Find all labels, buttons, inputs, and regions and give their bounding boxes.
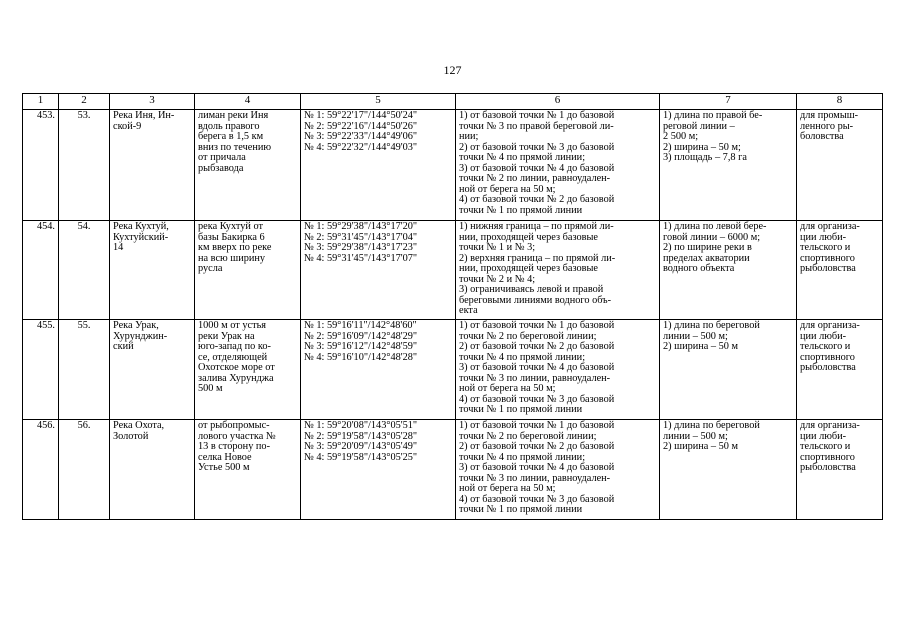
area-purpose: для организа- ции люби- тельского и спортивного рыболовства [797, 320, 883, 420]
page-number: 127 [443, 63, 462, 77]
row-number: 456. [23, 420, 59, 520]
area-purpose: для организа- ции люби- тельского и спортивного рыболовства [797, 221, 883, 320]
column-header: 3 [110, 94, 195, 110]
area-name: Река Охота, Золотой [110, 420, 195, 520]
area-location: река Кухтуй от базы Бакирка 6 км вверх по реке на всю ширину русла [195, 221, 301, 320]
table-row [23, 420, 883, 520]
area-coordinates: № 1: 59°20'08"/143°05'51" № 2: 59°19'58"/143°05'28" № 3: 59°20'09"/143°05'49" № 4: 59°19'58"/143°05'25" [301, 420, 456, 520]
row-subnumber: 55. [59, 320, 110, 420]
column-header: 8 [797, 94, 883, 110]
area-purpose: для промыш- ленного ры- боловства [797, 110, 883, 221]
area-boundaries: 1) от базовой точки № 1 до базовой точки № 3 по правой береговой ли- нии; 2) от базовой точки № 3 до базовой точки № 4 по прямой линии; 3) от базовой точки № 4 до базовой точки № 2 по линии, равноудален- ной от берега на 50 м; 4) от базовой точки № 2 до базовой точки № 1 по прямой линии [456, 110, 660, 221]
area-coordinates: № 1: 59°22'17"/144°50'24" № 2: 59°22'16"/144°50'26" № 3: 59°22'33"/144°49'06" № 4: 59°22'32"/144°49'03" [301, 110, 456, 221]
area-coordinates: № 1: 59°16'11"/142°48'60" № 2: 59°16'09"/142°48'29" № 3: 59°16'12"/142°48'59" № 4: 59°16'10"/142°48'28" [301, 320, 456, 420]
fishing-areas-table [22, 93, 883, 520]
table-row [23, 320, 883, 420]
table-header-row [23, 94, 883, 110]
row-number: 455. [23, 320, 59, 420]
area-purpose: для организа- ции люби- тельского и спортивного рыболовства [797, 420, 883, 520]
area-dimensions: 1) длина по правой бе- реговой линии – 2 500 м; 2) ширина – 50 м; 3) площадь – 7,8 га [660, 110, 797, 221]
row-subnumber: 56. [59, 420, 110, 520]
row-subnumber: 53. [59, 110, 110, 221]
row-number: 454. [23, 221, 59, 320]
column-header: 6 [456, 94, 660, 110]
area-name: Река Иня, Ин- ской-9 [110, 110, 195, 221]
area-name: Река Кухтуй, Кухтуйский- 14 [110, 221, 195, 320]
row-number: 453. [23, 110, 59, 221]
area-boundaries: 1) от базовой точки № 1 до базовой точки № 2 по береговой линии; 2) от базовой точки № 2 до базовой точки № 4 по прямой линии; 3) от базовой точки № 4 до базовой точки № 3 по линии, равноудален- ной от берега на 50 м; 4) от базовой точки № 3 до базовой точки № 1 по прямой линии [456, 420, 660, 520]
column-header: 2 [59, 94, 110, 110]
area-location: от рыбопромыс- лового участка № 13 в сторону по- селка Новое Устье 500 м [195, 420, 301, 520]
column-header: 5 [301, 94, 456, 110]
area-dimensions: 1) длина по левой бере- говой линии – 6000 м; 2) по ширине реки в пределах акватории водного объекта [660, 221, 797, 320]
area-dimensions: 1) длина по береговой линии – 500 м; 2) ширина – 50 м [660, 420, 797, 520]
area-boundaries: 1) нижняя граница – по прямой ли- нии, проходящей через базовые точки № 1 и № 3; 2) верхняя граница – по прямой ли- нии, проходящей через базовые точки № 2 и № 4; 3) ограничиваясь левой и правой береговыми линиями водного объ- екта [456, 221, 660, 320]
area-coordinates: № 1: 59°29'38"/143°17'20" № 2: 59°31'45"/143°17'04" № 3: 59°29'38"/143°17'23" № 4: 59°31'45"/143°17'07" [301, 221, 456, 320]
row-subnumber: 54. [59, 221, 110, 320]
column-header: 1 [23, 94, 59, 110]
table-row [23, 221, 883, 320]
area-location: лиман реки Иня вдоль правого берега в 1,5 км вниз по течению от причала рыбзавода [195, 110, 301, 221]
column-header: 7 [660, 94, 797, 110]
area-dimensions: 1) длина по береговой линии – 500 м; 2) ширина – 50 м [660, 320, 797, 420]
column-header: 4 [195, 94, 301, 110]
table-row [23, 110, 883, 221]
area-name: Река Урак, Хурунджин- ский [110, 320, 195, 420]
area-location: 1000 м от устья реки Урак на юго-запад по ко- се, отделяющей Охотское море от залива Хурунджа 500 м [195, 320, 301, 420]
area-boundaries: 1) от базовой точки № 1 до базовой точки № 2 по береговой линии; 2) от базовой точки № 2 до базовой точки № 4 по прямой линии; 3) от базовой точки № 4 до базовой точки № 3 по линии, равноудален- ной от берега на 50 м; 4) от базовой точки № 3 до базовой точки № 1 по прямой линии [456, 320, 660, 420]
